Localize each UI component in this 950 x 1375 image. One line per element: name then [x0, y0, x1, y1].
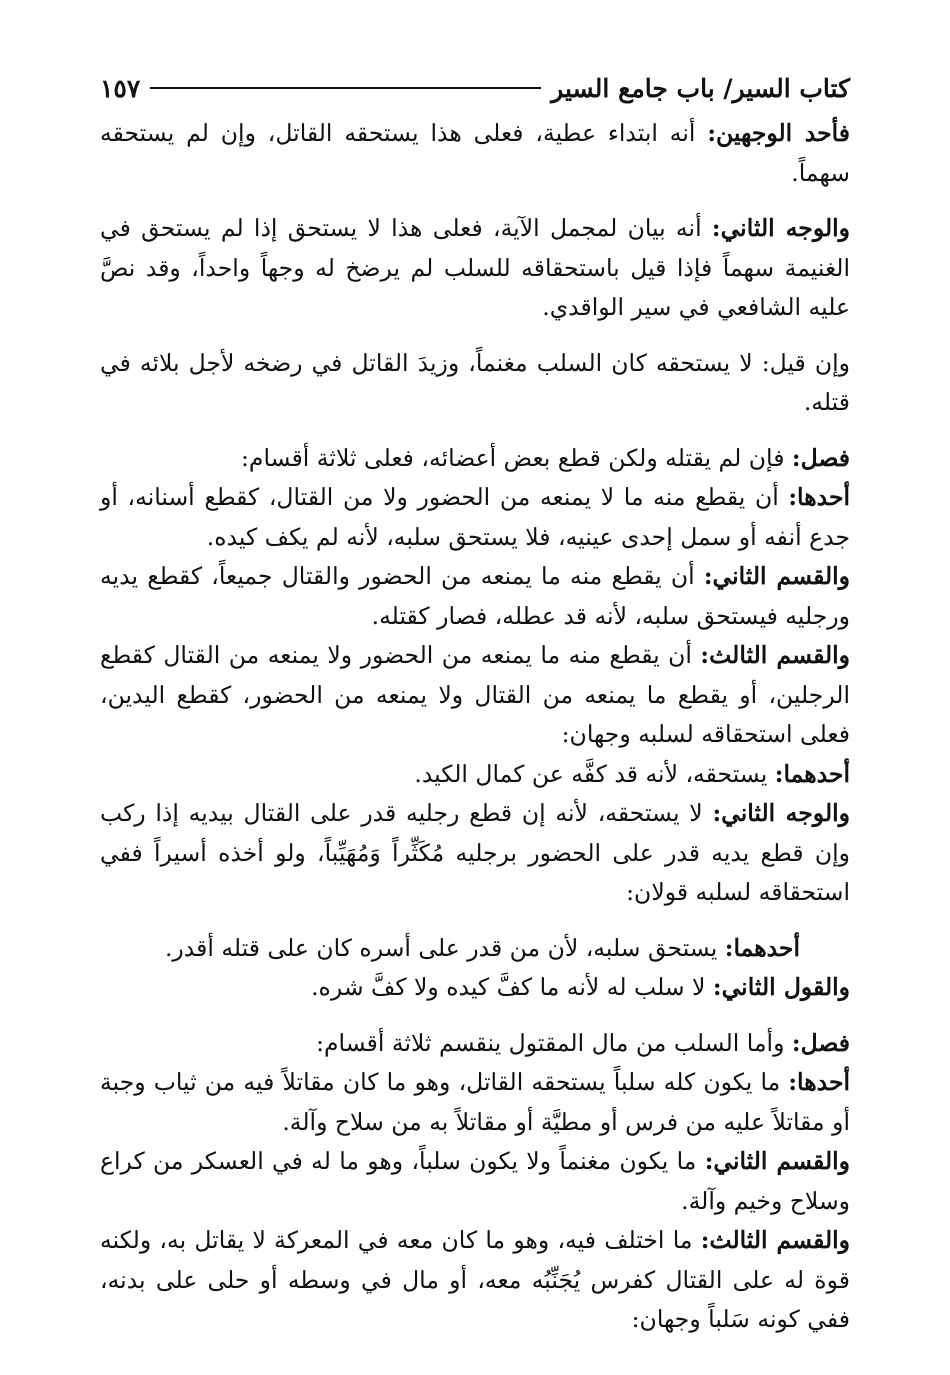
paragraph-text: ما اختلف فيه، وهو ما كان معه في المعركة لا يقاتل به، ولكنه قوة له على القتال كفرس يُجَنِّبُه معه، أو مال في وسطه أو حلى على بدنه، ففي كونه سَلباً وجهان: — [100, 1226, 850, 1333]
paragraph-lead: والوجه الثاني: — [712, 799, 850, 827]
page-header — [100, 68, 850, 108]
paragraph — [100, 478, 850, 557]
paragraph — [100, 755, 850, 795]
paragraph — [100, 557, 850, 636]
paragraph — [100, 439, 850, 479]
paragraph-lead: فصل: — [791, 443, 850, 472]
paragraph-text: لا يستحقه، لأنه إن قطع رجليه قدر على القتال بيديه إذا ركب وإن قطع يديه قدر على الحضور برجليه مُكَثِّراً وَمُهَيِّباً، ولو أخذه أسيراً ففي استحقاقه لسلبه قولان: — [100, 799, 850, 906]
paragraph — [100, 1063, 850, 1142]
paragraph-lead: أحدهما: — [774, 759, 850, 788]
page-body — [100, 114, 850, 1340]
paragraph-text: ما يكون مغنماً ولا يكون سلباً، وهو ما له في العسكر من كراع وسلاح وخيم وآلة. — [100, 1147, 850, 1215]
running-title: كتاب السير/ باب جامع السير — [551, 73, 850, 103]
page-number: ١٥٧ — [100, 73, 141, 103]
paragraph — [100, 344, 850, 423]
paragraph-text: وأما السلب من مال المقتول ينقسم ثلاثة أقسام: — [316, 1028, 792, 1057]
paragraph-lead: والقسم الثاني: — [704, 1147, 850, 1175]
paragraph-text: أن يقطع منه ما يمنعه من الحضور والقتال جميعاً، كقطع يديه ورجليه فيستحق سلبه، لأنه قد عطله، فصار كقتله. — [100, 562, 850, 630]
paragraph — [100, 636, 850, 755]
paragraph — [100, 794, 850, 913]
header-rule — [150, 87, 541, 89]
paragraph-text: أنه ابتداء عطية، فعلى هذا يستحقه القاتل، وإن لم يستحقه سهماً. — [100, 119, 850, 187]
paragraph — [100, 1024, 850, 1064]
paragraph — [100, 1221, 850, 1340]
paragraph — [100, 1142, 850, 1221]
paragraph-lead: والقسم الثالث: — [700, 1226, 851, 1254]
paragraph-lead: فصل: — [791, 1028, 850, 1057]
paragraph-text: ما يكون كله سلباً يستحقه القاتل، وهو ما كان مقاتلاً فيه من ثياب وجبة أو مقاتلاً عليه من فرس أو مطيَّة أو مقاتلاً به من سلاح وآلة. — [100, 1068, 850, 1136]
paragraph — [100, 209, 850, 328]
paragraph-lead: أحدهما: — [724, 933, 800, 962]
paragraph-lead: فأحد الوجهين: — [707, 119, 851, 147]
paragraph-text: يستحق سلبه، لأن من قدر على أسره كان على قتله أقدر. — [164, 933, 725, 962]
paragraph-text: لا سلب له لأنه ما كفَّ كيده ولا كفَّ شره. — [311, 973, 713, 1001]
paragraph-lead: والوجه الثاني: — [711, 214, 850, 242]
paragraph-lead: والقسم الثاني: — [703, 562, 850, 590]
paragraph-text: وإن قيل: لا يستحقه كان السلب مغنماً، وزيدَ القاتل في رضخه لأجل بلائه في قتله. — [100, 348, 850, 416]
paragraph-text: يستحقه، لأنه قد كفَّه عن كمال الكيد. — [414, 759, 775, 788]
paragraph-text: فإن لم يقتله ولكن قطع بعض أعضائه، فعلى ثلاثة أقسام: — [240, 443, 792, 472]
paragraph — [100, 114, 850, 193]
paragraph — [100, 968, 850, 1008]
paragraph-text: أنه بيان لمجمل الآية، فعلى هذا لا يستحق إذا لم يستحق في الغنيمة سهماً فإذا قيل باستحقاقه للسلب لم يرضخ له وجهاً واحداً، وقد نصَّ عليه الشافعي في سير الواقدي. — [100, 214, 850, 321]
paragraph-text: أن يقطع منه ما يمنعه من الحضور ولا يمنعه من القتال كقطع الرجلين، أو يقطع ما يمنعه من القتال ولا يمنعه من الحضور، كقطع اليدين، فعلى استحقاقه لسلبه وجهان: — [100, 641, 850, 748]
paragraph — [100, 929, 850, 969]
paragraph-text: أن يقطع منه ما لا يمنعه من الحضور ولا من القتال، كقطع أسنانه، أو جدع أنفه أو سمل إحدى عينيه، فلا يستحق سلبه، لأنه لم يكف كيده. — [100, 483, 850, 551]
paragraph-lead: والقول الثاني: — [712, 973, 850, 1001]
paragraph-lead: والقسم الثالث: — [700, 641, 851, 669]
paragraph-lead: أحدها: — [788, 1068, 850, 1096]
paragraph-lead: أحدها: — [788, 483, 850, 511]
